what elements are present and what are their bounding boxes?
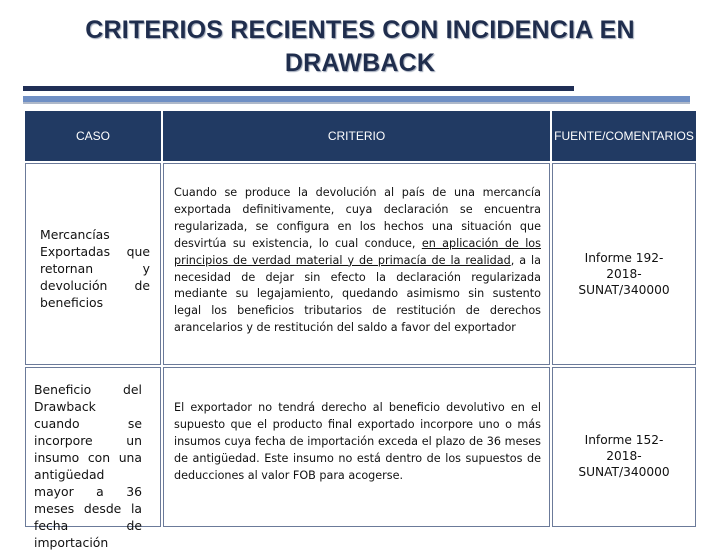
- header-caso-label: CASO: [75, 129, 110, 143]
- title-line-2: DRAWBACK: [284, 49, 436, 77]
- page-marker: [566, 520, 570, 528]
- row1-caso-cell: [25, 163, 161, 365]
- header-fuente-label: FUENTE/COMENTARIOS: [554, 129, 694, 143]
- header-caso: [25, 111, 161, 161]
- row1-caso-text: Mercancías Exportadas que retornan y devolución de beneficios: [40, 227, 150, 310]
- row1-criterio-text: [174, 185, 541, 337]
- row1-criterio-part1: Cuando se produce la devolución al país de una mercancía exportada definitivamente, cuya declaración se encuentra regularizada, se configura en los hechos una situación que desvirtúa su existencia, lo cual conduce,: [174, 186, 541, 250]
- header-criterio: [163, 111, 550, 161]
- row1-fuente-text: Informe 192-2018-SUNAT/340000: [578, 251, 670, 297]
- row2-fuente-cell: [552, 367, 696, 527]
- title-underline-dark: [23, 86, 574, 91]
- row2-fuente-text: Informe 152-2018-SUNAT/340000: [578, 433, 670, 479]
- row1-criterio-underlined: en aplicación de los principios de verdad material y de primacía de la realidad: [174, 236, 541, 267]
- header-fuente: [552, 111, 696, 161]
- row2-caso-cell: [25, 367, 161, 550]
- row2-criterio-text: El exportador no tendrá derecho al beneficio devolutivo en el supuesto que el producto final exportado incorpore uno o más insumos cuya fecha de importación exceda el plazo de 36 meses de antigüedad. Este insumo no está dentro de los supuestos de deducciones al valor FOB para acogerse.: [174, 401, 541, 482]
- row1-fuente-cell: [552, 163, 696, 365]
- title-line-1: CRITERIOS RECIENTES CON INCIDENCIA EN: [85, 16, 635, 44]
- header-criterio-label: CRITERIO: [327, 129, 386, 143]
- page-title: [0, 14, 720, 80]
- row2-criterio-cell: [163, 367, 550, 527]
- row1-criterio-part2: , a la necesidad de dejar sin efecto la declaración regularizada mediante su legajamiento, quedando asimismo sin sustento legal los beneficios tributarios de restitución de derechos arancelarios y de restitución del saldo a favor del exportador: [174, 253, 541, 335]
- row2-caso-text: Beneficio del Drawback cuando se incorpore un insumo con una antigüedad mayor a 36 meses desde la fecha de importación: [34, 382, 142, 550]
- title-underline-grey: [23, 102, 690, 104]
- row1-criterio-cell: [163, 163, 550, 365]
